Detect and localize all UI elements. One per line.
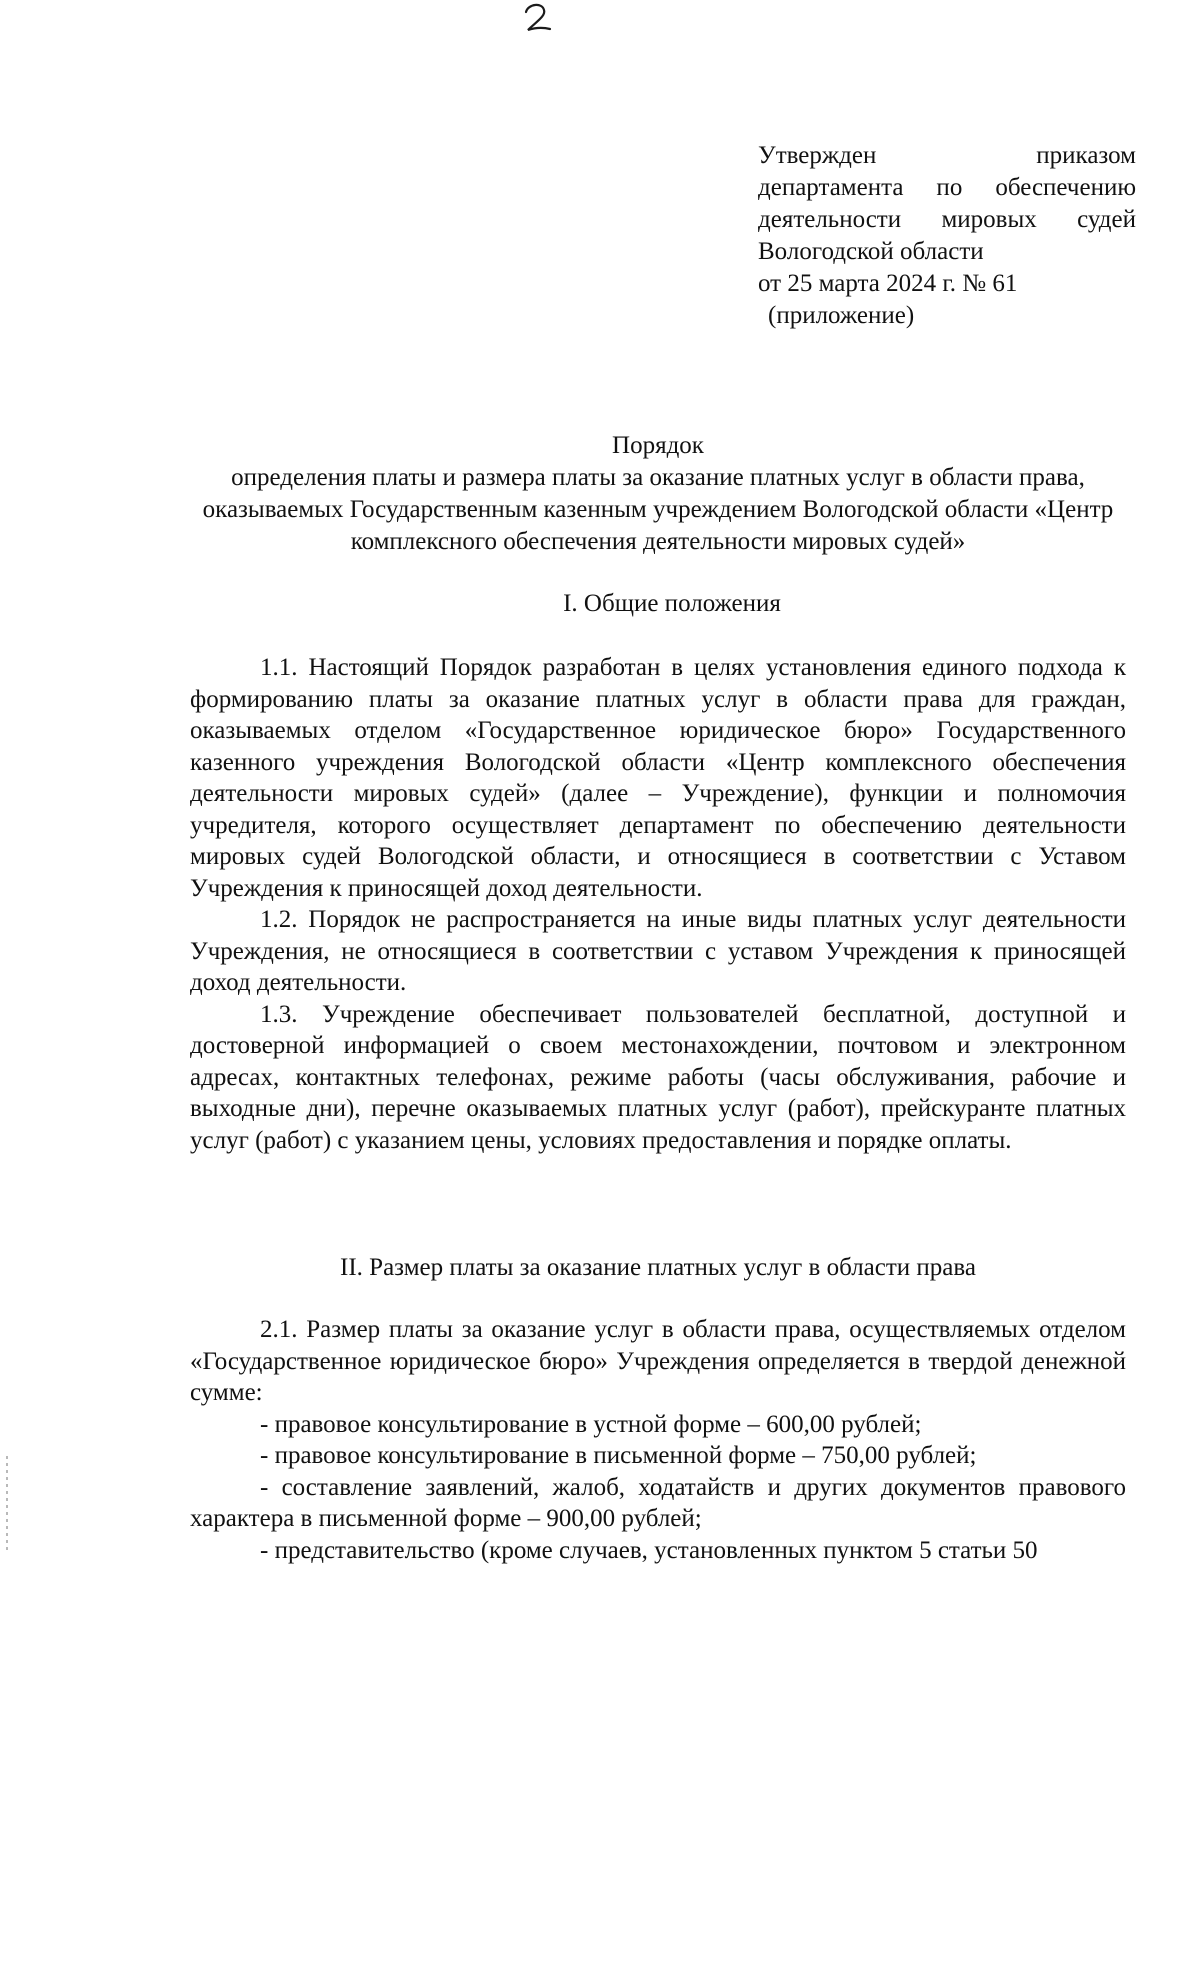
approved-word: Утвержден xyxy=(758,142,877,169)
approval-appendix-note: (приложение) xyxy=(768,302,915,329)
handwritten-page-number xyxy=(518,2,558,36)
approval-stamp-block xyxy=(758,140,1136,332)
scan-margin-mark xyxy=(6,1456,8,1552)
approval-line-2: департамента по обеспечению xyxy=(758,174,1136,201)
by-order-word: приказом xyxy=(1036,142,1136,169)
approval-date-number: от 25 марта 2024 г. № 61 xyxy=(758,270,1018,297)
section-1-body xyxy=(190,652,1126,1156)
list-item-oral-consulting: - правовое консультирование в устной форме – 600,00 рублей; xyxy=(260,1410,922,1438)
paragraph-1-2: 1.2. Порядок не распространяется на иные виды платных услуг деятельности Учреждения, не относящиеся в соответствии с уставом Учреждения к приносящей доход деятельности. xyxy=(190,906,1126,996)
approval-line-4: Вологодской области xyxy=(758,238,984,265)
list-item-representation: - представительство (кроме случаев, установленных пунктом 5 статьи 50 xyxy=(260,1536,1038,1564)
approval-line-3: деятельности мировых судей xyxy=(758,206,1136,233)
section-1-heading: I. Общие положения xyxy=(563,590,781,617)
list-item-written-consulting: - правовое консультирование в письменной форме – 750,00 рублей; xyxy=(260,1442,977,1469)
paragraph-2-1: 2.1. Размер платы за оказание услуг в области права, осуществляемых отделом «Государственное юридическое бюро» Учреждения определяется в твердой денежной сумме: xyxy=(190,1316,1126,1406)
approval-line-1 xyxy=(758,140,1136,172)
paragraph-1-3: 1.3. Учреждение обеспечивает пользователей бесплатной, доступной и достоверной информацией о своем местонахождении, почтовом и электронном адресах, контактных телефонах, режиме работы (часы обслуживания, рабочие и выходные дни), перечне оказываемых платных услуг (работ), прейскуранте платных услуг (работ) с указанием цены, условиях предоставления и порядке оплаты. xyxy=(190,1000,1126,1154)
list-item-document-drafting: - составление заявлений, жалоб, ходатайств и других документов правового характера в письменной форме – 900,00 рублей; xyxy=(190,1473,1126,1532)
title-word: Порядок xyxy=(612,432,704,459)
title-subtitle: определения платы и размера платы за оказание платных услуг в области права, оказываемых Государственным казенным учреждением Вологодской области «Центр комплексного обеспечения деятельности мировых судей» xyxy=(202,464,1114,555)
section-2-body xyxy=(190,1314,1126,1566)
document-title xyxy=(190,430,1126,558)
section-2-heading: II. Размер платы за оказание платных услуг в области права xyxy=(340,1254,976,1281)
paragraph-1-1: 1.1. Настоящий Порядок разработан в целях установления единого подхода к формированию платы за оказание платных услуг в области права для граждан, оказываемых отделом «Государственное юридическое бюро» Государственного казенного учреждения Вологодской области «Центр комплексного обеспечения деятельности мировых судей» (далее – Учреждение), функции и полномочия учредителя, которого осуществляет департамент по обеспечению деятельности мировых судей Вологодской области, и относящиеся в соответствии с Уставом Учреждения к приносящей доход деятельности. xyxy=(190,654,1126,902)
